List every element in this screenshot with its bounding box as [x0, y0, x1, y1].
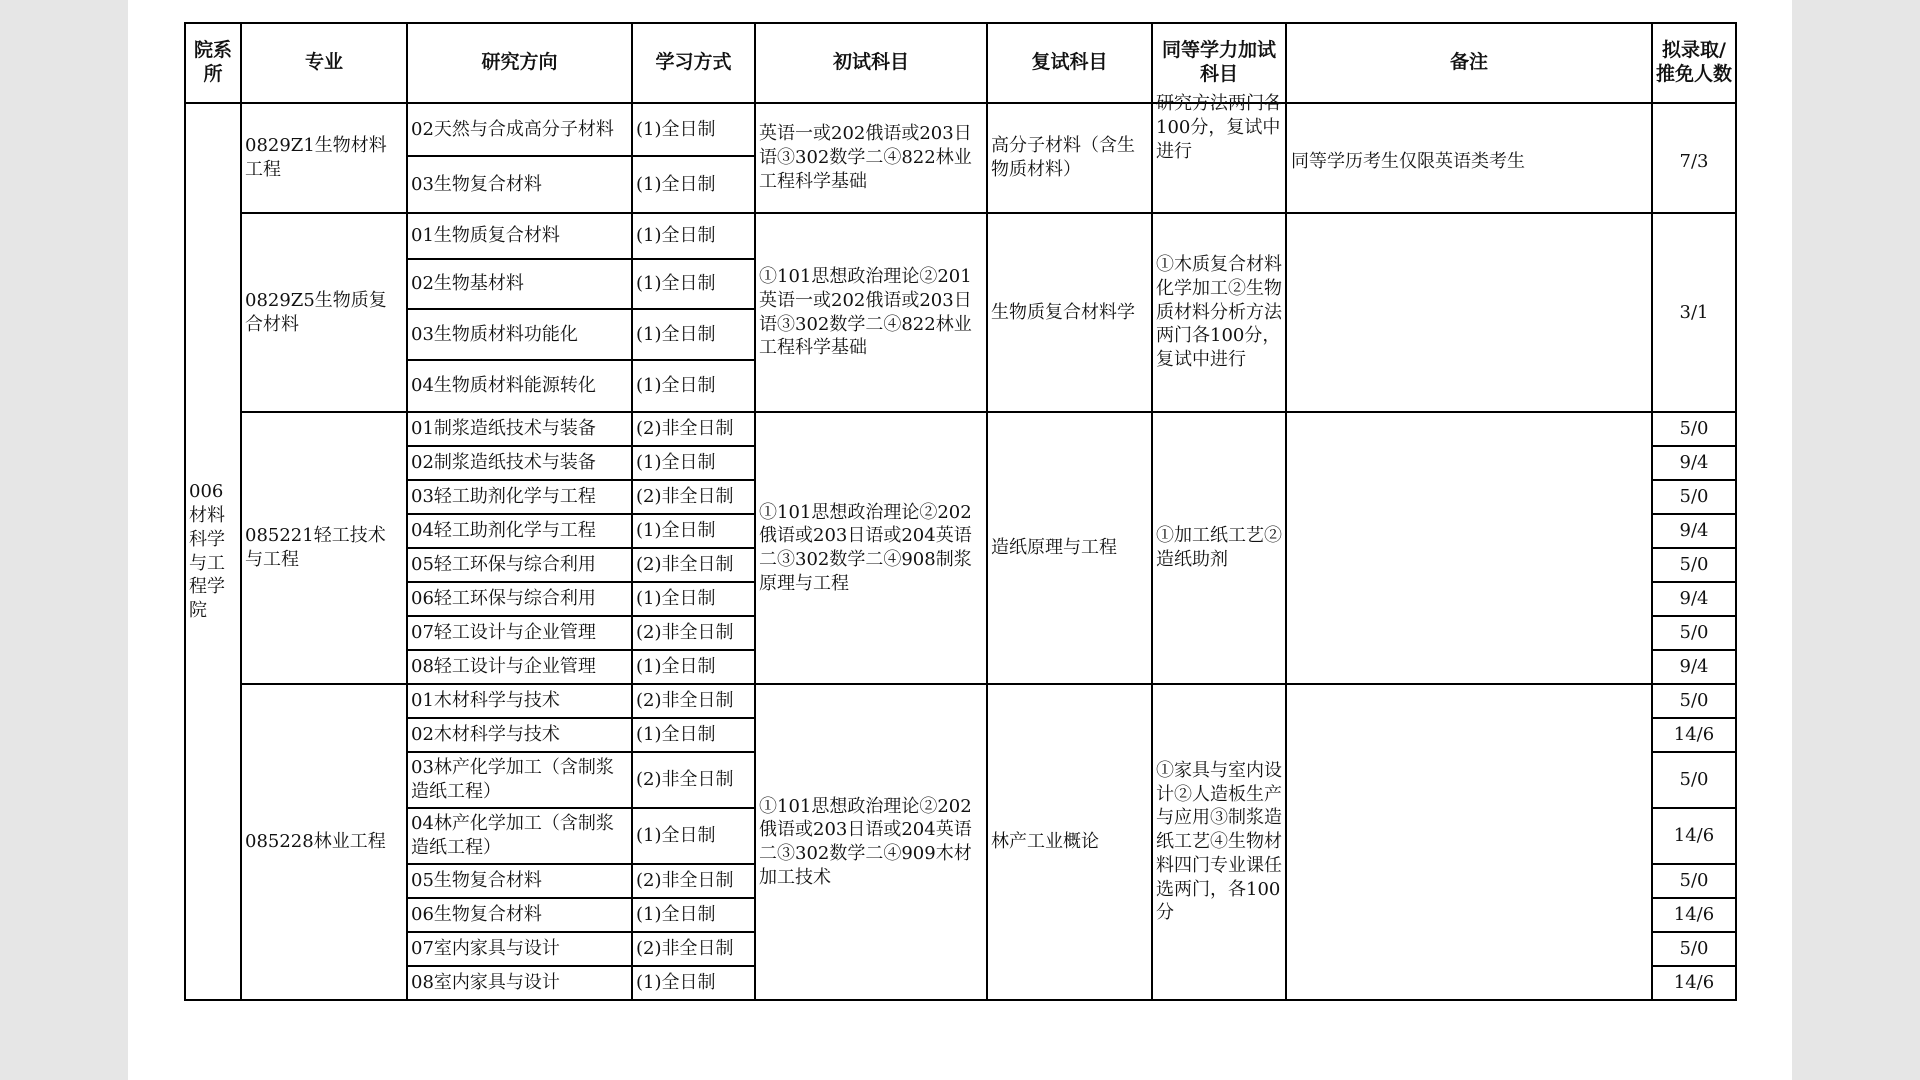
note-cell	[1286, 412, 1652, 684]
note-cell	[1286, 684, 1652, 1000]
mode-cell: (1)全日制	[632, 898, 755, 932]
admissions-table	[184, 22, 1737, 1001]
count-cell: 9/4	[1652, 514, 1736, 548]
mode-cell: (1)全日制	[632, 514, 755, 548]
major-cell: 085221轻工技术与工程	[241, 412, 407, 684]
count-cell: 9/4	[1652, 582, 1736, 616]
count-cell: 5/0	[1652, 864, 1736, 898]
mode-cell: (2)非全日制	[632, 548, 755, 582]
header-extra: 同等学力加试科目	[1152, 23, 1286, 103]
count-cell: 5/0	[1652, 752, 1736, 808]
mode-cell: (2)非全日制	[632, 480, 755, 514]
mode-cell: (1)全日制	[632, 446, 755, 480]
table-row	[185, 412, 1736, 446]
note-cell: 同等学历考生仅限英语类考生	[1286, 103, 1652, 213]
mode-cell: (1)全日制	[632, 718, 755, 752]
mode-cell: (1)全日制	[632, 103, 755, 156]
extra-cell: ①加工纸工艺②造纸助剂	[1152, 412, 1286, 684]
mode-cell: (2)非全日制	[632, 932, 755, 966]
retest-cell: 林产工业概论	[987, 684, 1152, 1000]
major-cell: 0829Z1生物材料工程	[241, 103, 407, 213]
count-cell: 3/1	[1652, 213, 1736, 412]
direction-cell: 05生物复合材料	[407, 864, 632, 898]
direction-cell: 03生物质材料功能化	[407, 309, 632, 360]
header-direction: 研究方向	[407, 23, 632, 103]
extra-cell	[1152, 93, 1286, 213]
note-cell	[1286, 213, 1652, 412]
mode-cell: (1)全日制	[632, 309, 755, 360]
mode-cell: (2)非全日制	[632, 864, 755, 898]
mode-cell: (1)全日制	[632, 650, 755, 684]
direction-cell: 01生物质复合材料	[407, 213, 632, 259]
count-cell: 14/6	[1652, 966, 1736, 1000]
header-count: 拟录取/推免人数	[1652, 23, 1736, 103]
retest-cell: 生物质复合材料学	[987, 213, 1152, 412]
direction-cell: 02制浆造纸技术与装备	[407, 446, 632, 480]
count-cell: 9/4	[1652, 446, 1736, 480]
direction-cell: 03轻工助剂化学与工程	[407, 480, 632, 514]
table-row	[185, 103, 1736, 156]
direction-cell: 08室内家具与设计	[407, 966, 632, 1000]
count-cell: 9/4	[1652, 650, 1736, 684]
major-cell: 085228林业工程	[241, 684, 407, 1000]
header-note: 备注	[1286, 23, 1652, 103]
mode-cell: (2)非全日制	[632, 752, 755, 808]
count-cell: 5/0	[1652, 932, 1736, 966]
table-row	[185, 213, 1736, 259]
direction-cell: 02木材科学与技术	[407, 718, 632, 752]
mode-cell: (1)全日制	[632, 808, 755, 864]
retest-cell: 造纸原理与工程	[987, 412, 1152, 684]
direction-cell: 01木材科学与技术	[407, 684, 632, 718]
direction-cell: 03林产化学加工（含制浆造纸工程）	[407, 752, 632, 808]
dept-cell: 006材料科学与工程学院	[185, 103, 241, 1000]
direction-cell: 04轻工助剂化学与工程	[407, 514, 632, 548]
count-cell: 14/6	[1652, 808, 1736, 864]
direction-cell: 05轻工环保与综合利用	[407, 548, 632, 582]
mode-cell: (2)非全日制	[632, 412, 755, 446]
header-mode: 学习方式	[632, 23, 755, 103]
count-cell: 5/0	[1652, 684, 1736, 718]
exam-cell: ①101思想政治理论②202俄语或203日语或204英语二③302数学二④909木材加工技术	[755, 684, 987, 1000]
header-dept: 院系所	[185, 23, 241, 103]
direction-cell: 07室内家具与设计	[407, 932, 632, 966]
mode-cell: (1)全日制	[632, 213, 755, 259]
extra-cell: ①木质复合材料化学加工②生物质材料分析方法两门各100分，复试中进行	[1152, 213, 1286, 412]
count-cell: 14/6	[1652, 898, 1736, 932]
direction-cell: 04林产化学加工（含制浆造纸工程）	[407, 808, 632, 864]
extra-text: 研究方法两门各100分，复试中进行	[1156, 93, 1282, 162]
direction-cell: 04生物质材料能源转化	[407, 360, 632, 412]
direction-cell: 02生物基材料	[407, 259, 632, 309]
mode-cell: (1)全日制	[632, 259, 755, 309]
mode-cell: (2)非全日制	[632, 684, 755, 718]
mode-cell: (1)全日制	[632, 582, 755, 616]
direction-cell: 08轻工设计与企业管理	[407, 650, 632, 684]
major-cell: 0829Z5生物质复合材料	[241, 213, 407, 412]
count-cell: 7/3	[1652, 103, 1736, 213]
count-cell: 5/0	[1652, 412, 1736, 446]
count-cell: 5/0	[1652, 480, 1736, 514]
count-cell: 5/0	[1652, 616, 1736, 650]
direction-cell: 01制浆造纸技术与装备	[407, 412, 632, 446]
count-cell: 14/6	[1652, 718, 1736, 752]
exam-cell: 英语一或202俄语或203日语③302数学二④822林业工程科学基础	[755, 103, 987, 213]
mode-cell: (1)全日制	[632, 156, 755, 213]
header-retest: 复试科目	[987, 23, 1152, 103]
direction-cell: 03生物复合材料	[407, 156, 632, 213]
mode-cell: (2)非全日制	[632, 616, 755, 650]
direction-cell: 06生物复合材料	[407, 898, 632, 932]
header-row	[185, 23, 1736, 103]
direction-cell: 06轻工环保与综合利用	[407, 582, 632, 616]
table-row	[185, 684, 1736, 718]
document-page	[128, 0, 1792, 1080]
direction-cell: 07轻工设计与企业管理	[407, 616, 632, 650]
exam-cell: ①101思想政治理论②202俄语或203日语或204英语二③302数学二④908制浆原理与工程	[755, 412, 987, 684]
header-major: 专业	[241, 23, 407, 103]
header-exam: 初试科目	[755, 23, 987, 103]
mode-cell: (1)全日制	[632, 360, 755, 412]
direction-cell: 02天然与合成高分子材料	[407, 103, 632, 156]
extra-cell: ①家具与室内设计②人造板生产与应用③制浆造纸工艺④生物材料四门专业课任选两门，各100分	[1152, 684, 1286, 1000]
mode-cell: (1)全日制	[632, 966, 755, 1000]
exam-cell: ①101思想政治理论②201英语一或202俄语或203日语③302数学二④822林业工程科学基础	[755, 213, 987, 412]
retest-cell: 高分子材料（含生物质材料）	[987, 103, 1152, 213]
count-cell: 5/0	[1652, 548, 1736, 582]
